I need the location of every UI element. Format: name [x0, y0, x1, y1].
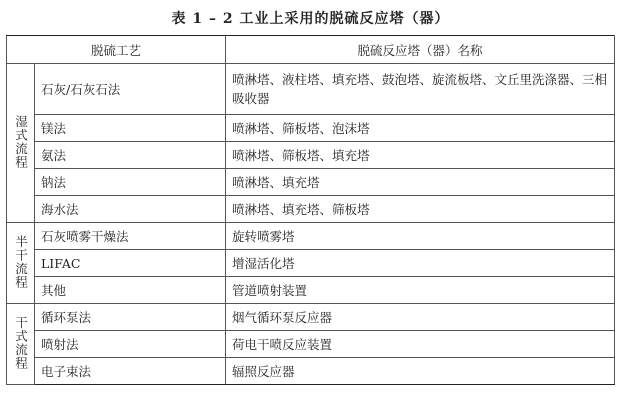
method-cell: 钠法 — [35, 169, 226, 196]
table-row — [7, 250, 615, 277]
desulfurization-table — [6, 35, 615, 385]
method-cell: 氨法 — [35, 142, 226, 169]
reactor-cell: 喷淋塔、液柱塔、填充塔、鼓泡塔、旋流板塔、文丘里洗涤器、三相吸收器 — [226, 64, 615, 115]
reactor-cell: 增湿活化塔 — [226, 250, 615, 277]
method-cell: 喷射法 — [35, 331, 226, 358]
method-cell: 电子束法 — [35, 358, 226, 385]
reactor-cell: 旋转喷雾塔 — [226, 223, 615, 250]
table-row — [7, 115, 615, 142]
method-cell: 其他 — [35, 277, 226, 304]
method-cell: LIFAC — [35, 250, 226, 277]
method-cell: 循环泵法 — [35, 304, 226, 331]
table-row — [7, 142, 615, 169]
reactor-cell: 荷电干喷反应装置 — [226, 331, 615, 358]
header-process: 脱硫工艺 — [7, 36, 226, 64]
group-label-dry: 干式流程 — [7, 304, 35, 385]
table-row — [7, 169, 615, 196]
group-label-semidry: 半干流程 — [7, 223, 35, 304]
reactor-cell: 辐照反应器 — [226, 358, 615, 385]
table-row — [7, 223, 615, 250]
reactor-cell: 喷淋塔、填充塔、筛板塔 — [226, 196, 615, 223]
table-row — [7, 358, 615, 385]
table-caption: 表 1 – 2 工业上采用的脱硫反应塔（器） — [171, 11, 450, 27]
table-header-row — [7, 36, 615, 64]
group-label-wet: 湿式流程 — [7, 64, 35, 223]
method-cell: 石灰喷雾干燥法 — [35, 223, 226, 250]
table-row — [7, 196, 615, 223]
reactor-cell: 管道喷射装置 — [226, 277, 615, 304]
table-row — [7, 277, 615, 304]
method-cell: 镁法 — [35, 115, 226, 142]
reactor-cell: 喷淋塔、筛板塔、泡沫塔 — [226, 115, 615, 142]
table-row — [7, 331, 615, 358]
method-cell: 石灰/石灰石法 — [35, 64, 226, 115]
table-row — [7, 64, 615, 115]
reactor-cell: 烟气循环泵反应器 — [226, 304, 615, 331]
method-cell: 海水法 — [35, 196, 226, 223]
table-row — [7, 304, 615, 331]
reactor-cell: 喷淋塔、筛板塔、填充塔 — [226, 142, 615, 169]
reactor-cell: 喷淋塔、填充塔 — [226, 169, 615, 196]
header-reactor: 脱硫反应塔（器）名称 — [226, 36, 615, 64]
